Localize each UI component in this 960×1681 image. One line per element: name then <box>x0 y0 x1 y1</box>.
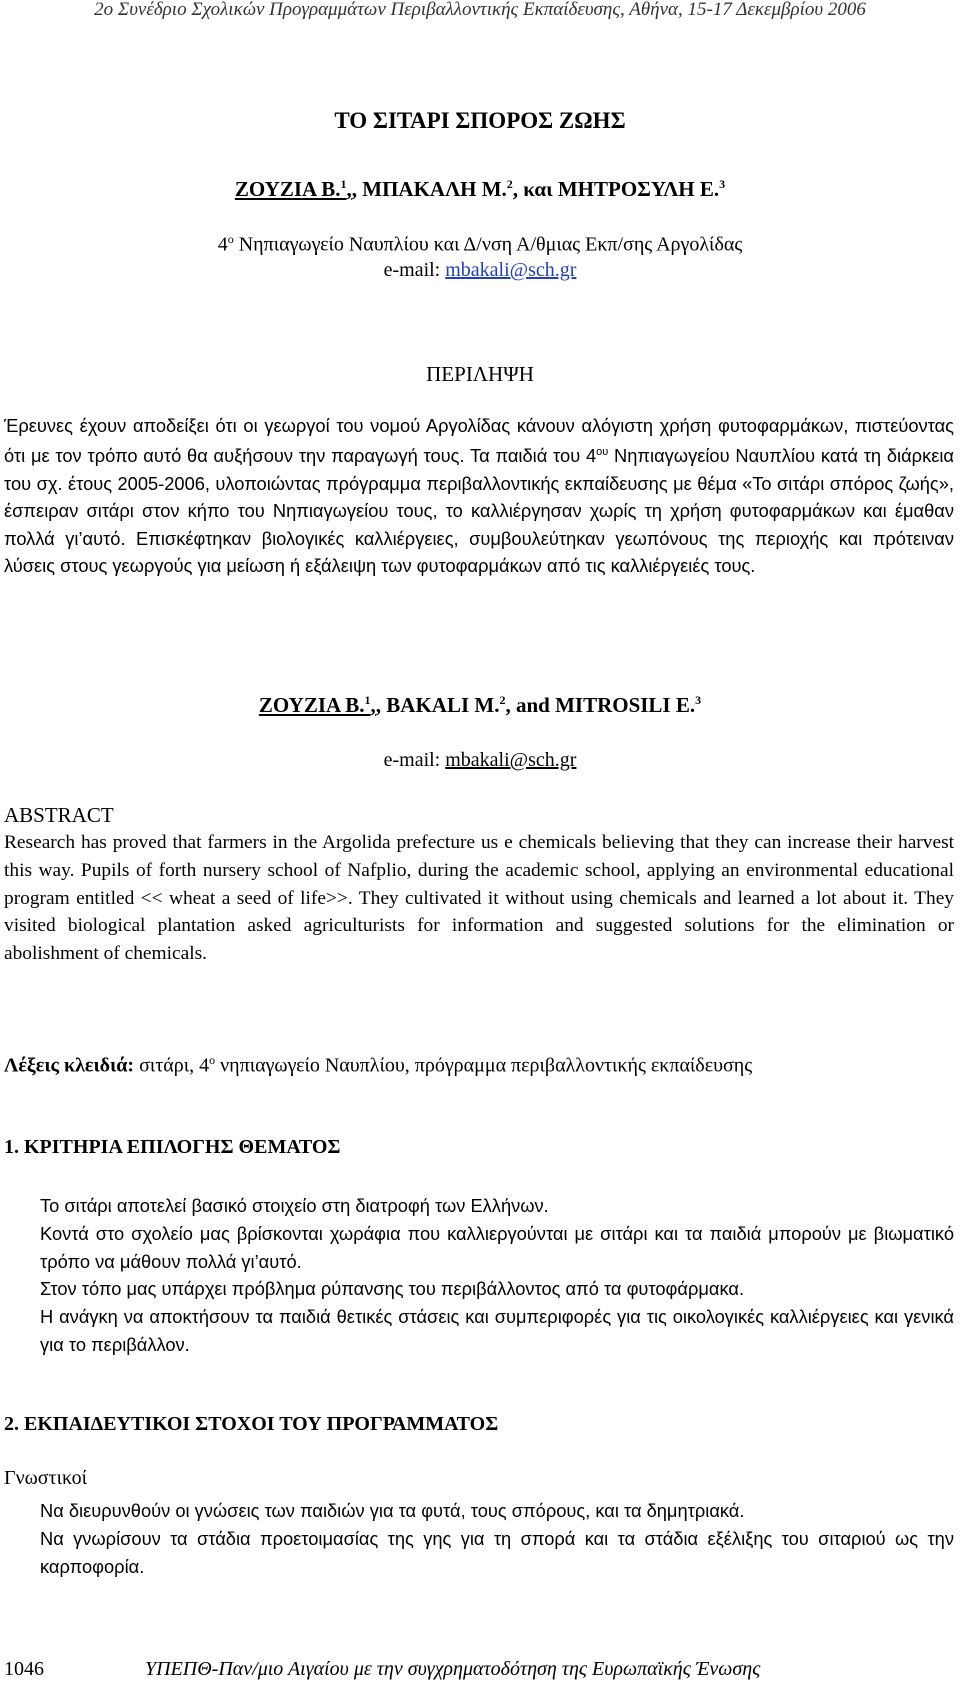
section-1-list <box>40 1192 954 1359</box>
email-link[interactable]: mbakali@sch.gr <box>445 749 577 771</box>
section-2-list <box>40 1497 954 1580</box>
abstract-heading: ABSTRACT <box>4 803 114 827</box>
list-item: Κοντά στο σχολείο μας βρίσκονται χωράφια που καλλιεργούνται με σιτάρι και τα παιδιά μπορούν με βιωματικό τρόπο να μάθουν πολλά γι’αυτό. <box>40 1222 954 1272</box>
list-item: Η ανάγκη να αποκτήσουν τα παιδιά θετικές στάσεις και συμπεριφορές για τις οικολογικές καλλιέργειες και γενικά για το περιβάλλον. <box>40 1306 954 1355</box>
email-link[interactable]: mbakali@sch.gr <box>445 259 577 281</box>
summary-paragraph: Έρευνες έχουν αποδείξει ότι οι γεωργοί του νομού Αργολίδας κάνουν αλόγιστη χρήση φυτοφαρμάκων, πιστεύοντας ότι με τον τρόπο αυτό θα αυξήσουν την παραγωγή τους. Τα παιδιά του $4^{o\upsilon}$ Νηπιαγωγείου Ναυπλίου κατά τη διάρκεια του σχ. έτους 2005-2006, υλοποιώντας πρόγραμμα περιβαλλοντικής εκπαίδευσης με θέμα «Το σιτάρι σπόρος ζωής», έσπειραν σιτάρι στον κήπο του Νηπιαγωγείου τους, το καλλιέργησαν χωρίς τη χρήση φυτοφαρμάκων και έμαθαν πολλά γι’αυτό. Επισκέφτηκαν βιολογικές καλλιέργειες, συμβουλεύτηκαν γεωπόνους της περιοχής και πρότειναν λύσεις στους γεωργούς για μείωση ή εξάλειψη των φυτοφαρμάκων από τις καλλιέργειές τους. <box>4 415 954 577</box>
affiliation: $4^o$ Νηπιαγωγείο Ναυπλίου και Δ/νση Α/θμιας Εκπ/σης Αργολίδας <box>217 232 743 256</box>
list-item: Στον τόπο μας υπάρχει πρόβλημα ρύπανσης του περιβάλλοντος από τα φυτοφάρμακα. <box>40 1278 745 1300</box>
page-number: 1046 <box>4 1658 44 1680</box>
email-line-english: e-mail: mbakali@sch.gr <box>383 749 577 771</box>
running-header: 2ο Συνέδριο Σχολικών Προγραμμάτων Περιβαλλοντικής Εκπαίδευσης, Αθήνα, 15-17 Δεκεμβρίου 2006 <box>94 0 866 20</box>
paper-title: ΤΟ ΣΙΤΑΡΙ ΣΠΟΡΟΣ ΖΩΗΣ <box>334 108 626 133</box>
author-names-underlined: ΖΟΥΖΙΑ Β.$^1$, <box>234 177 352 201</box>
list-item: Να διευρυνθούν οι γνώσεις των παιδιών για τα φυτά, τους σπόρους, και τα δημητριακά. <box>40 1500 745 1521</box>
author-names-underlined: ΖΟΥΖΙΑ Β.$^1$, <box>258 693 376 717</box>
section-1-heading: 1. ΚΡΙΤΗΡΙΑ ΕΠΙΛΟΓΗΣ ΘΕΜΑΤΟΣ <box>4 1136 341 1158</box>
list-item: Το σιτάρι αποτελεί βασικό στοιχείο στη διατροφή των Ελλήνων. <box>40 1195 549 1216</box>
footer-funding-note: ΥΠΕΠΘ-Παν/μιο Αιγαίου με την συγχρηματοδότηση της Ευρωπαϊκής Ένωσης <box>145 1658 761 1680</box>
keywords-line: Λέξεις κλειδιά: σιτάρι, $4^o$ νηπιαγωγείο Ναυπλίου, πρόγραμμα περιβαλλοντικής εκπαίδευσης <box>4 1053 753 1077</box>
keywords-label: Λέξεις κλειδιά: <box>4 1054 135 1077</box>
abstract-paragraph: Research has proved that farmers in the Argolida prefecture us e chemicals believing that they can increase their harvest this way. Pupils of forth nursery school of Nafplio, during the academic school, applying an environmental educational program entitled << wheat a seed of life>>. They cultivated it without using chemicals and learned a lot about it. They visited biological plantation asked agriculturists for information and suggested solutions for the elimination or abolishment of chemicals. <box>4 832 954 965</box>
authors-english: ΖΟΥΖΙΑ Β.$^1$,, BAKALI M.$^2$, and MITROSILI E.$^3$ <box>258 693 702 717</box>
authors-greek: ΖΟΥΖΙΑ Β.$^1$,, ΜΠΑΚΑΛΗ Μ.$^2$, και ΜΗΤΡΟΣΥΛΗ Ε.$^3$ <box>234 177 726 201</box>
summary-heading: ΠΕΡΙΛΗΨΗ <box>426 362 534 386</box>
section-2-heading: 2. ΕΚΠΑΙΔΕΥΤΙΚΟΙ ΣΤΟΧΟΙ ΤΟΥ ΠΡΟΓΡΑΜΜΑΤΟΣ <box>4 1413 499 1435</box>
list-item: Να γνωρίσουν τα στάδια προετοιμασίας της γης για τη σπορά και τα στάδια εξέλιξης του σιταριού ως την καρποφορία. <box>40 1527 954 1577</box>
goals-subheading: Γνωστικοί <box>4 1467 87 1489</box>
email-line-greek: e-mail: mbakali@sch.gr <box>383 259 577 281</box>
